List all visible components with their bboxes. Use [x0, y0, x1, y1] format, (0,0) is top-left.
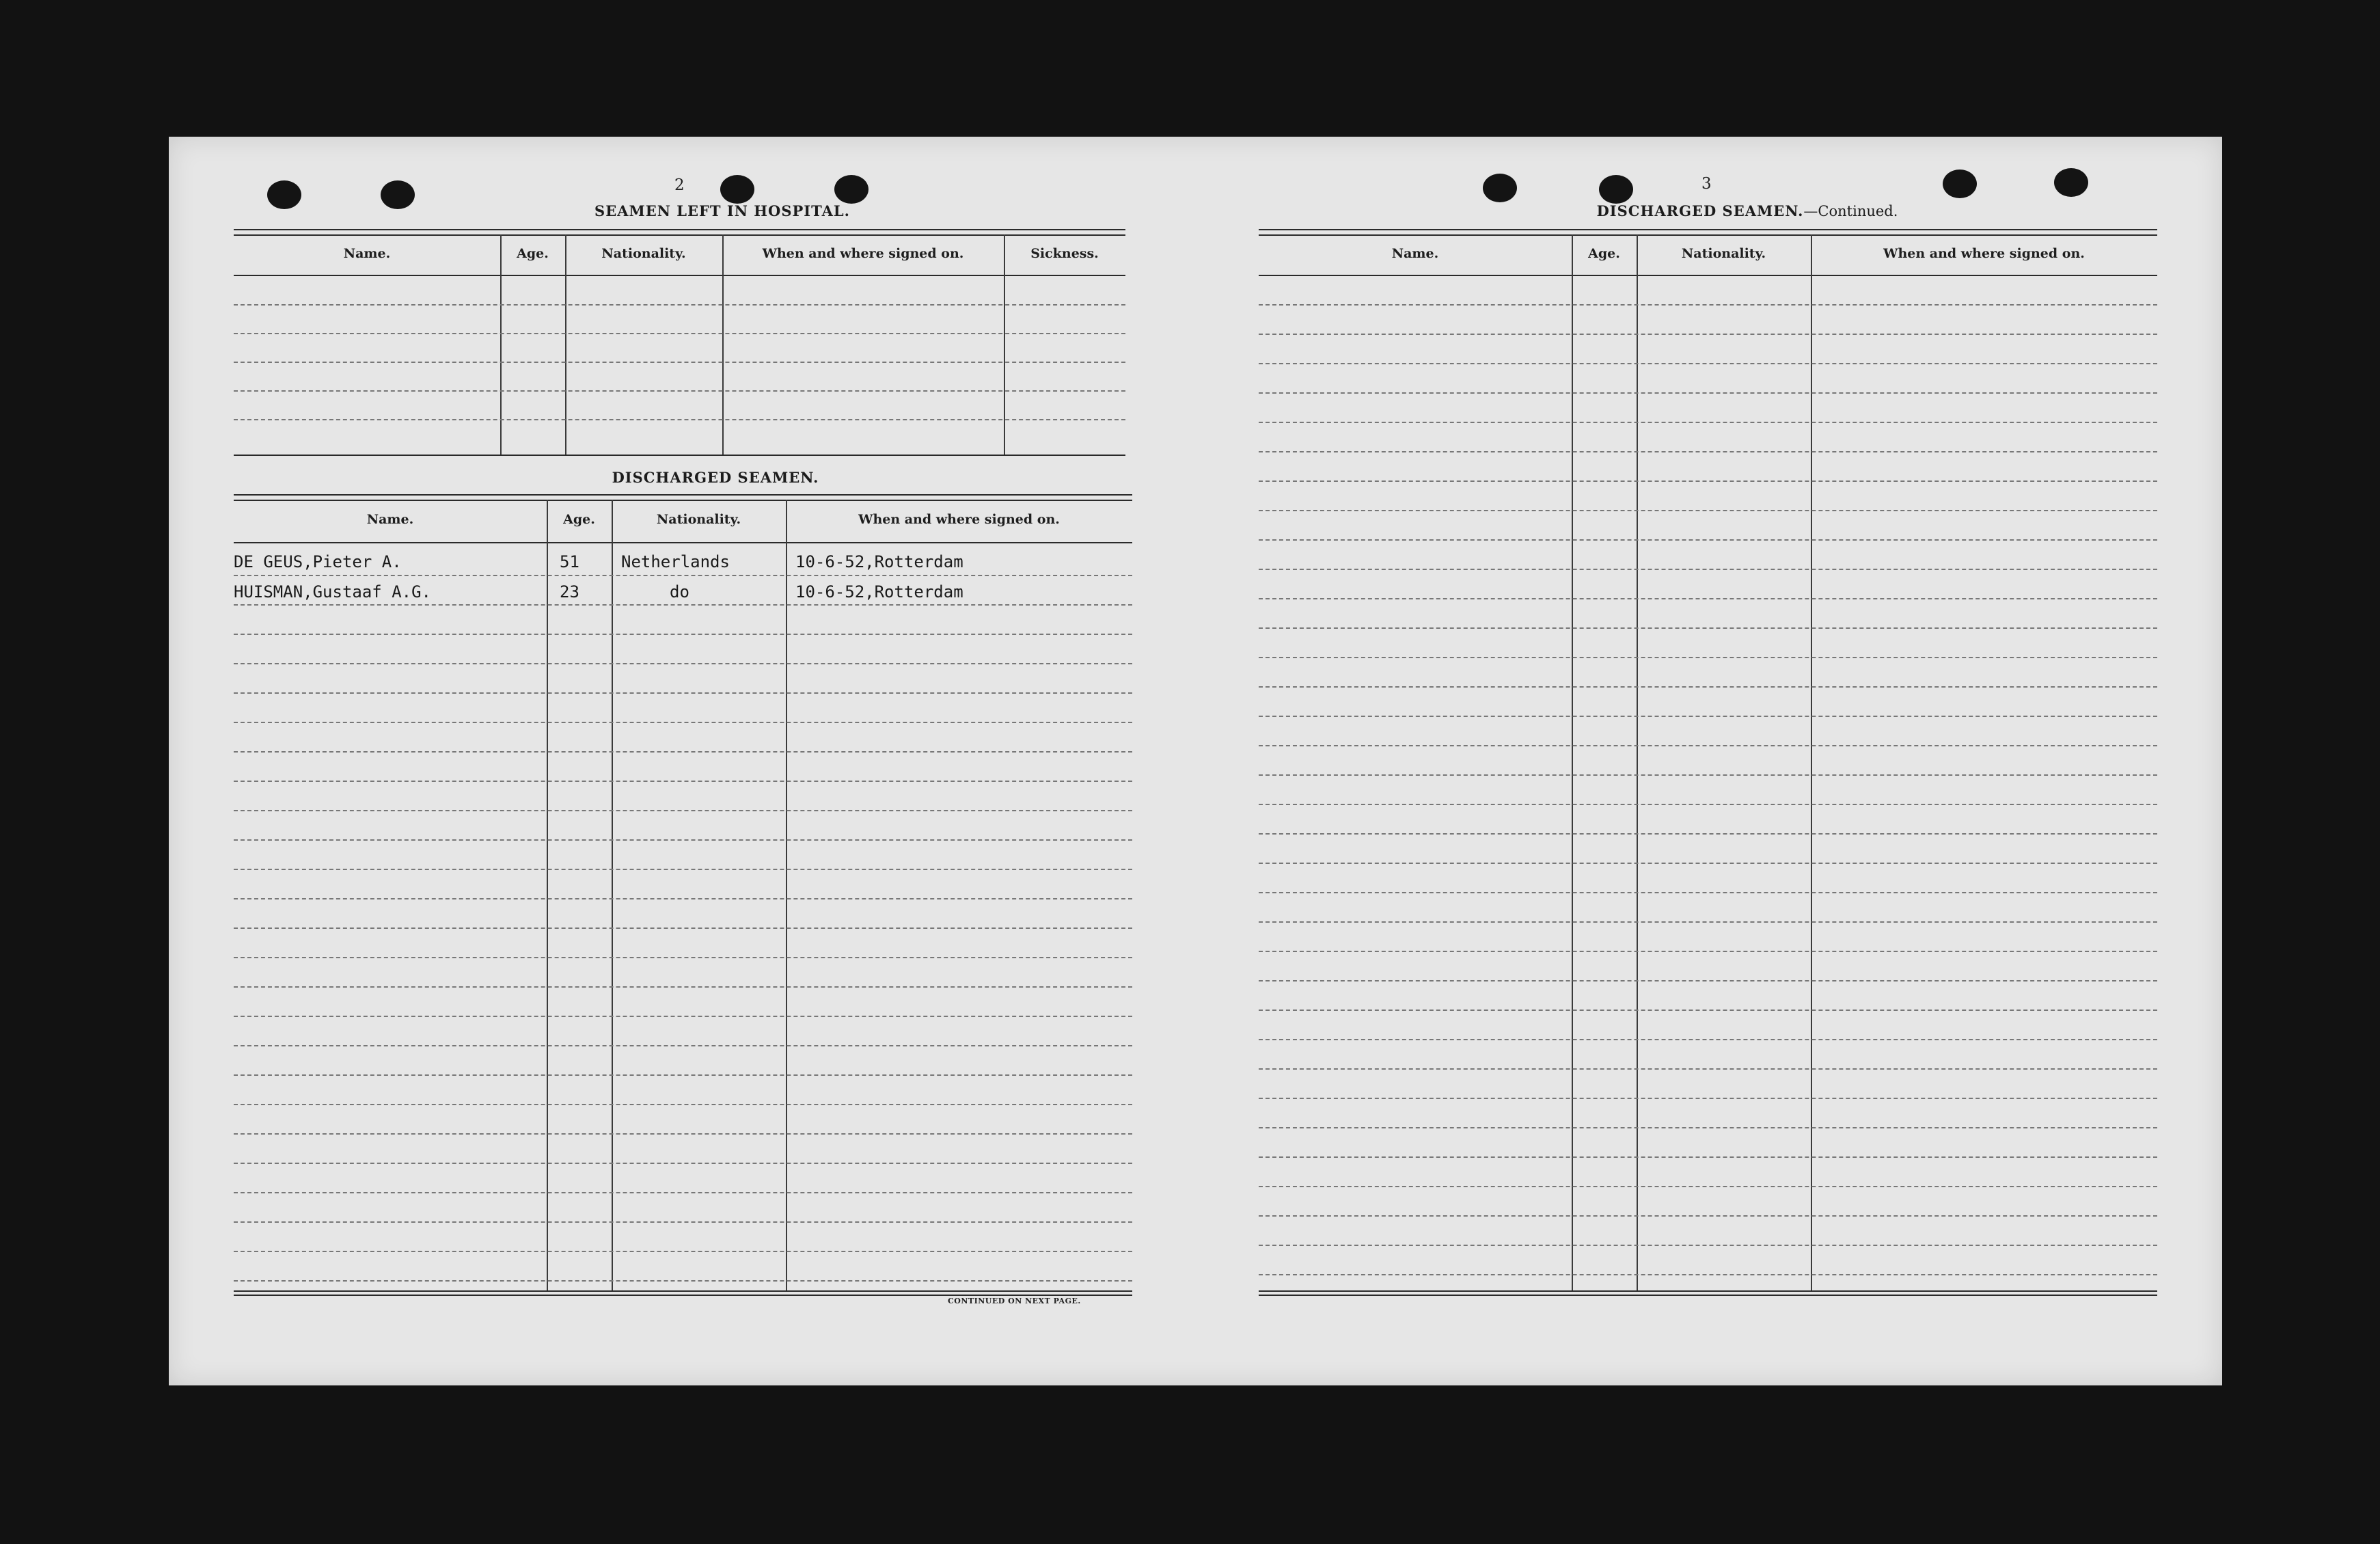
punch-hole [267, 180, 301, 209]
row-line [1259, 1186, 2157, 1187]
row-line [234, 898, 1132, 899]
row-line [1259, 1274, 2157, 1275]
table-top-rule [234, 229, 1125, 236]
row-line [234, 1192, 1132, 1193]
row-line [234, 1104, 1132, 1105]
row-line [1259, 745, 2157, 746]
row-line [1259, 480, 2157, 482]
hospital-section-title: SEAMEN LEFT IN HOSPITAL. [594, 202, 850, 219]
row-line [234, 722, 1132, 723]
right-title-continued: —Continued. [1803, 203, 1898, 219]
discharged-section-title: DISCHARGED SEAMEN. [612, 469, 819, 486]
column-divider [722, 234, 724, 455]
row-2-age: 23 [560, 582, 579, 601]
punch-hole [2054, 168, 2088, 197]
row-line [234, 1045, 1132, 1046]
discharged-table-right [1259, 229, 2157, 1295]
row-line [1259, 951, 2157, 952]
punch-hole [381, 180, 415, 209]
column-header-nationality: Nationality. [656, 512, 741, 527]
column-divider [786, 500, 787, 1290]
row-line [234, 390, 1125, 392]
punch-hole [1943, 170, 1977, 198]
row-line [1259, 510, 2157, 511]
row-line [1259, 1098, 2157, 1099]
column-header-signed-on: When and where signed on. [858, 512, 1060, 527]
row-line [1259, 1039, 2157, 1040]
table-bottom-rule [1259, 1290, 2157, 1292]
punch-hole [720, 175, 754, 204]
row-line [1259, 892, 2157, 893]
page-number-left: 2 [674, 176, 685, 194]
row-line [1259, 657, 2157, 658]
right-section-title [1563, 202, 1932, 219]
row-line [1259, 539, 2157, 541]
table-bottom-rule [234, 1295, 1132, 1296]
row-2-signed-on: 10-6-52,Rotterdam [795, 582, 963, 601]
row-2-nationality: do [670, 582, 689, 601]
row-line [1259, 804, 2157, 805]
row-line [1259, 392, 2157, 394]
row-line [234, 692, 1132, 694]
row-line [1259, 569, 2157, 570]
row-line [234, 1016, 1132, 1017]
column-header-signed-on: When and where signed on. [762, 246, 964, 261]
column-header-age: Age. [563, 512, 595, 527]
table-top-rule [1259, 229, 2157, 236]
row-line [234, 663, 1132, 664]
column-header-signed-on: When and where signed on. [1883, 246, 2085, 261]
row-line [234, 1133, 1132, 1135]
row-line [234, 1074, 1132, 1076]
column-header-nationality: Nationality. [601, 246, 686, 261]
row-line [234, 927, 1132, 929]
table-bottom-rule [234, 1290, 1132, 1292]
column-header-age: Age. [1588, 246, 1620, 261]
header-rule [1259, 275, 2157, 276]
row-line [1259, 627, 2157, 629]
row-line [234, 810, 1132, 811]
row-1-age: 51 [560, 552, 579, 571]
document-sheet [169, 137, 2222, 1385]
row-line [1259, 451, 2157, 452]
row-line [234, 333, 1125, 334]
column-divider [612, 500, 613, 1290]
row-line [234, 304, 1125, 306]
row-line [234, 604, 1132, 606]
punch-hole [1599, 175, 1633, 204]
row-line [1259, 1127, 2157, 1128]
row-line [1259, 716, 2157, 717]
header-rule [234, 542, 1132, 543]
column-divider [547, 500, 548, 1290]
header-rule [234, 275, 1125, 276]
row-line [234, 362, 1125, 363]
column-divider [500, 234, 502, 455]
section-bottom-rule [234, 455, 1125, 456]
row-line [234, 751, 1132, 753]
right-title-main: DISCHARGED SEAMEN. [1596, 202, 1804, 219]
column-header-age: Age. [517, 246, 549, 261]
row-line [1259, 686, 2157, 688]
row-line [234, 986, 1132, 988]
row-1-name: DE GEUS,Pieter A. [234, 552, 402, 571]
column-divider [565, 234, 566, 455]
row-line [1259, 598, 2157, 599]
continued-note: CONTINUED ON NEXT PAGE. [948, 1297, 1081, 1305]
row-line [1259, 833, 2157, 835]
page-number-right: 3 [1701, 175, 1712, 193]
row-line [1259, 1215, 2157, 1217]
row-line [234, 839, 1132, 841]
row-line [1259, 1068, 2157, 1070]
row-line [1259, 1156, 2157, 1158]
row-1-nationality: Netherlands [621, 552, 730, 571]
row-line [234, 1280, 1132, 1282]
row-line [234, 1251, 1132, 1252]
column-header-sickness: Sickness. [1030, 246, 1099, 261]
table-bottom-rule [1259, 1295, 2157, 1296]
row-line [1259, 422, 2157, 423]
row-line [1259, 334, 2157, 335]
column-header-nationality: Nationality. [1681, 246, 1766, 261]
column-header-name: Name. [366, 512, 414, 527]
column-header-name: Name. [343, 246, 391, 261]
row-line [234, 1163, 1132, 1164]
row-line [1259, 1010, 2157, 1011]
column-divider [1004, 234, 1005, 455]
punch-hole [834, 175, 868, 204]
punch-hole [1483, 174, 1517, 202]
row-line [1259, 304, 2157, 306]
row-line [234, 957, 1132, 958]
column-header-name: Name. [1391, 246, 1439, 261]
row-2-name: HUISMAN,Gustaaf A.G. [234, 582, 431, 601]
row-line [1259, 921, 2157, 923]
discharged-table-left [234, 494, 1132, 1431]
row-line [1259, 1245, 2157, 1246]
row-line [234, 419, 1125, 420]
row-line [1259, 363, 2157, 364]
row-line [1259, 980, 2157, 981]
row-line [234, 781, 1132, 782]
row-line [1259, 863, 2157, 864]
row-line [234, 634, 1132, 635]
row-line [234, 575, 1132, 576]
row-line [234, 869, 1132, 870]
row-1-signed-on: 10-6-52,Rotterdam [795, 552, 963, 571]
row-line [234, 1221, 1132, 1223]
table-top-rule [234, 494, 1132, 501]
row-line [1259, 774, 2157, 776]
